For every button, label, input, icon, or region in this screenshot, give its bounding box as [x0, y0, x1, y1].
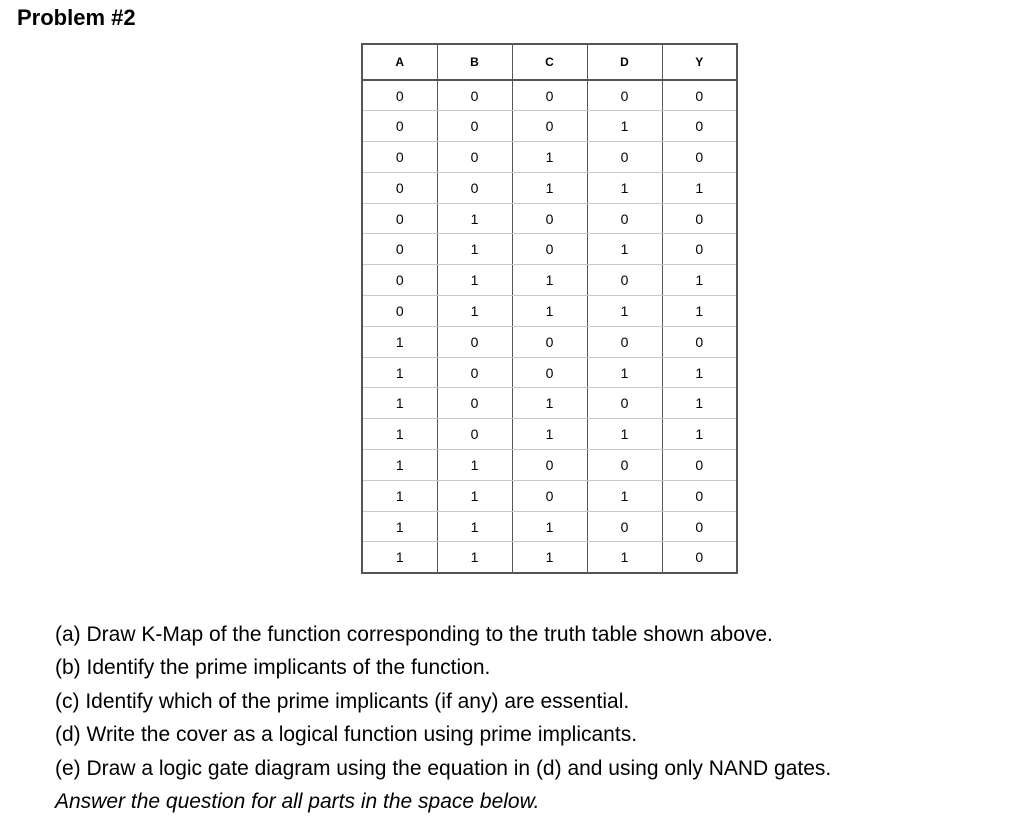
cell-c: 0 [512, 203, 587, 234]
cell-b: 1 [437, 511, 512, 542]
table-row [362, 234, 737, 265]
header-c: C [512, 44, 587, 80]
table-row [362, 296, 737, 327]
cell-d: 0 [587, 511, 662, 542]
table-row [362, 542, 737, 573]
cell-a: 0 [362, 234, 437, 265]
table-row [362, 111, 737, 142]
cell-d: 1 [587, 542, 662, 573]
cell-c: 1 [512, 265, 587, 296]
cell-a: 1 [362, 450, 437, 481]
cell-y: 0 [662, 234, 737, 265]
table-row [362, 480, 737, 511]
cell-b: 1 [437, 480, 512, 511]
cell-a: 0 [362, 296, 437, 327]
cell-a: 0 [362, 265, 437, 296]
cell-d: 1 [587, 480, 662, 511]
cell-c: 1 [512, 542, 587, 573]
cell-a: 1 [362, 388, 437, 419]
question-c: (c) Identify which of the prime implicants (if any) are essential. [55, 689, 630, 713]
truth-table-body [362, 80, 737, 573]
cell-a: 0 [362, 80, 437, 111]
question-b: (b) Identify the prime implicants of the function. [55, 656, 491, 680]
cell-y: 0 [662, 450, 737, 481]
cell-a: 1 [362, 419, 437, 450]
cell-y: 1 [662, 357, 737, 388]
cell-c: 1 [512, 296, 587, 327]
table-row [362, 450, 737, 481]
cell-b: 1 [437, 296, 512, 327]
cell-b: 1 [437, 265, 512, 296]
table-row [362, 326, 737, 357]
cell-b: 0 [437, 172, 512, 203]
cell-a: 1 [362, 542, 437, 573]
cell-d: 0 [587, 80, 662, 111]
cell-b: 1 [437, 450, 512, 481]
cell-a: 0 [362, 142, 437, 173]
cell-c: 0 [512, 326, 587, 357]
question-e: (e) Draw a logic gate diagram using the equation in (d) and using only NAND gates. [55, 756, 832, 780]
cell-a: 0 [362, 203, 437, 234]
cell-b: 0 [437, 388, 512, 419]
cell-b: 0 [437, 357, 512, 388]
cell-b: 0 [437, 326, 512, 357]
table-row [362, 142, 737, 173]
cell-d: 1 [587, 172, 662, 203]
cell-c: 1 [512, 419, 587, 450]
question-a: (a) Draw K-Map of the function corresponding to the truth table shown above. [55, 623, 773, 646]
header-d: D [587, 44, 662, 80]
cell-a: 1 [362, 480, 437, 511]
truth-table-header-row [362, 44, 737, 80]
cell-b: 1 [437, 203, 512, 234]
cell-d: 1 [587, 419, 662, 450]
cell-b: 1 [437, 234, 512, 265]
cell-d: 1 [587, 234, 662, 265]
cell-c: 0 [512, 80, 587, 111]
cell-d: 0 [587, 388, 662, 419]
cell-c: 1 [512, 142, 587, 173]
question-d: (d) Write the cover as a logical function using prime implicants. [55, 723, 638, 747]
cell-c: 0 [512, 450, 587, 481]
cell-c: 1 [512, 388, 587, 419]
cell-d: 0 [587, 450, 662, 481]
cell-b: 0 [437, 419, 512, 450]
header-y: Y [662, 44, 737, 80]
cell-d: 0 [587, 142, 662, 173]
table-row [362, 419, 737, 450]
cell-y: 0 [662, 326, 737, 357]
cell-a: 1 [362, 357, 437, 388]
cell-y: 0 [662, 203, 737, 234]
table-row [362, 511, 737, 542]
cell-b: 0 [437, 111, 512, 142]
cell-y: 1 [662, 419, 737, 450]
answer-instruction: Answer the question for all parts in the space below. [55, 790, 540, 814]
cell-c: 1 [512, 511, 587, 542]
cell-y: 0 [662, 142, 737, 173]
cell-y: 0 [662, 80, 737, 111]
cell-y: 1 [662, 265, 737, 296]
cell-d: 0 [587, 203, 662, 234]
question-list [55, 618, 831, 818]
cell-y: 0 [662, 111, 737, 142]
table-row [362, 203, 737, 234]
cell-y: 1 [662, 388, 737, 419]
cell-b: 0 [437, 142, 512, 173]
cell-y: 0 [662, 542, 737, 573]
table-row [362, 388, 737, 419]
cell-d: 1 [587, 111, 662, 142]
header-a: A [362, 44, 437, 80]
cell-d: 1 [587, 296, 662, 327]
cell-d: 0 [587, 326, 662, 357]
cell-b: 0 [437, 80, 512, 111]
cell-c: 0 [512, 111, 587, 142]
table-row [362, 265, 737, 296]
cell-a: 1 [362, 511, 437, 542]
cell-a: 0 [362, 111, 437, 142]
cell-y: 1 [662, 172, 737, 203]
cell-a: 0 [362, 172, 437, 203]
cell-y: 0 [662, 480, 737, 511]
cell-d: 1 [587, 357, 662, 388]
truth-table [361, 43, 738, 574]
cell-b: 1 [437, 542, 512, 573]
problem-title: Problem #2 [17, 5, 136, 30]
cell-a: 1 [362, 326, 437, 357]
cell-c: 0 [512, 234, 587, 265]
cell-c: 1 [512, 172, 587, 203]
cell-y: 1 [662, 296, 737, 327]
table-row [362, 357, 737, 388]
header-b: B [437, 44, 512, 80]
table-row [362, 80, 737, 111]
cell-c: 0 [512, 357, 587, 388]
table-row [362, 172, 737, 203]
cell-c: 0 [512, 480, 587, 511]
cell-y: 0 [662, 511, 737, 542]
cell-d: 0 [587, 265, 662, 296]
